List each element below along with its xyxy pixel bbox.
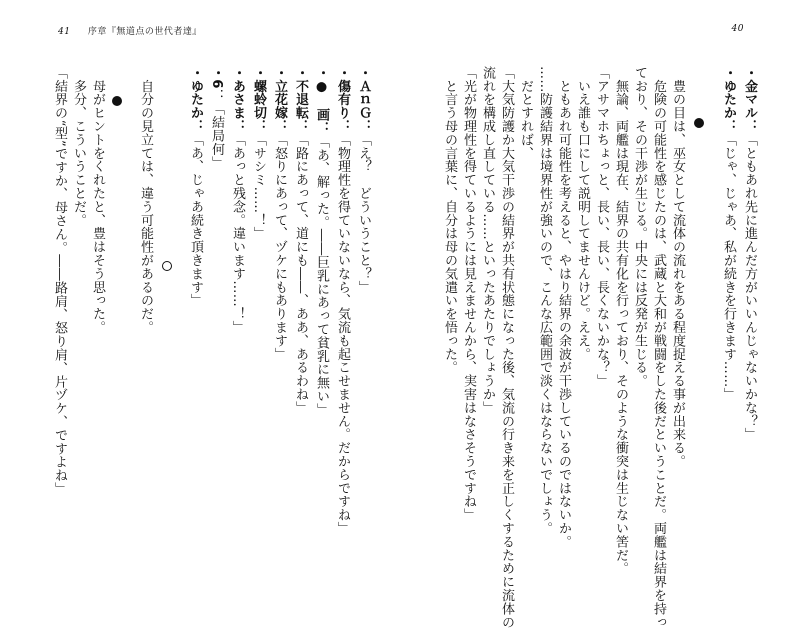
narration-line: と言う母の言葉に、自分は母の気遣いを悟った。	[442, 66, 457, 375]
narration-line: 流れを構成し直している……といったあたりでしょうか」	[480, 66, 495, 415]
left-page-text	[52, 66, 371, 546]
narration-line: ており、その干渉が生じる。中央には反発が生じる。	[632, 66, 647, 388]
narration-line: ともあれ可能性を考えると、やはり結界の余波が干渉しているのではないか。	[556, 66, 571, 549]
dialogue-line: ・● 画：「あ、解った。――巨乳にあって貧乳に無い」	[314, 66, 329, 417]
dialogue-line: ・金マル：「ともあれ先に進んだ方がいいんじゃないかな？」	[742, 66, 757, 442]
dialogue-line: ・ゆたか：「じゃ、じゃあ、私が続きを行きます……」	[721, 66, 736, 401]
left-page-number: 41	[58, 27, 71, 37]
section-break-open-circle	[162, 261, 172, 271]
dialogue-line: ・6：「結局何」	[209, 66, 224, 170]
dialogue-line: ・立花嫁：「怒りにあって、ヅケにもあります」	[272, 66, 287, 361]
narration-line: ……防護結界は境界性が強いので、こんな広範囲で淡くはならないでしょう。	[537, 66, 552, 535]
narration-line: 豊の目は、巫女として流体の流れをある程度捉える事が出来る。	[670, 66, 685, 468]
left-page	[0, 0, 400, 568]
narration-line: だとすれば、	[518, 66, 533, 160]
left-page-header	[58, 24, 202, 37]
dialogue-line: ・不退転：「路にあって、道にも――、ああ、あるわね」	[293, 66, 308, 415]
narration-line: 「結界の“型”ですか、母さん。――路肩、怒り肩、片ヅケ、ですよね」	[52, 66, 67, 496]
right-page-number: 40	[731, 24, 744, 34]
dialogue-line: ・螺蛉切：「サシミ……！」	[251, 66, 266, 241]
section-break-filled-circle	[694, 118, 704, 128]
dialogue-line: ・ＡｎＧ：「え？ どういうこと？」	[356, 66, 371, 294]
narration-line: 「アサマホちょっと、長い、長い、長くないかな？」	[594, 66, 609, 388]
dialogue-line: ・あさま：「あっと残念。違います……！」	[230, 66, 245, 334]
section-break-filled-circle	[112, 96, 122, 106]
narration-line: 母がヒントをくれたと、豊はそう思った。	[90, 66, 105, 334]
running-title: 序章『無道点の世代者達』	[87, 27, 202, 37]
dialogue-line: ・ゆたか：「あ、じゃあ続き頂きます」	[188, 66, 203, 308]
right-page-header	[732, 24, 758, 34]
narration-line: 危険の可能性を感じたのは、武蔵と大和が戦闘をした後だということだ。両艦は結界を持っ	[651, 66, 666, 629]
narration-line: 無論、両艦は現在、結界の共有化を行っており、そのような衝突は生じない筈だ。	[613, 66, 628, 576]
right-page-text	[426, 66, 757, 629]
narration-line: いえ誰も口にして説明してませんけど。ええ。	[575, 66, 590, 361]
narration-line: 自分の見立ては、違う可能性があるのだ。	[138, 66, 153, 334]
dialogue-line: ・傷有り：「物理性を得ていないなら、気流も起こせません。だからですね」	[335, 66, 350, 535]
narration-line: 「大気防護か大気干渉の結界が共有状態になった後、気流の行き来を正しくするために流体の	[499, 66, 514, 629]
narration-line: 多分、こういうことだ。	[71, 66, 86, 227]
narration-line: 「光が物理性を得ているようには見えませんから、実害はなさそうですね」	[461, 66, 476, 522]
right-page	[400, 0, 800, 629]
